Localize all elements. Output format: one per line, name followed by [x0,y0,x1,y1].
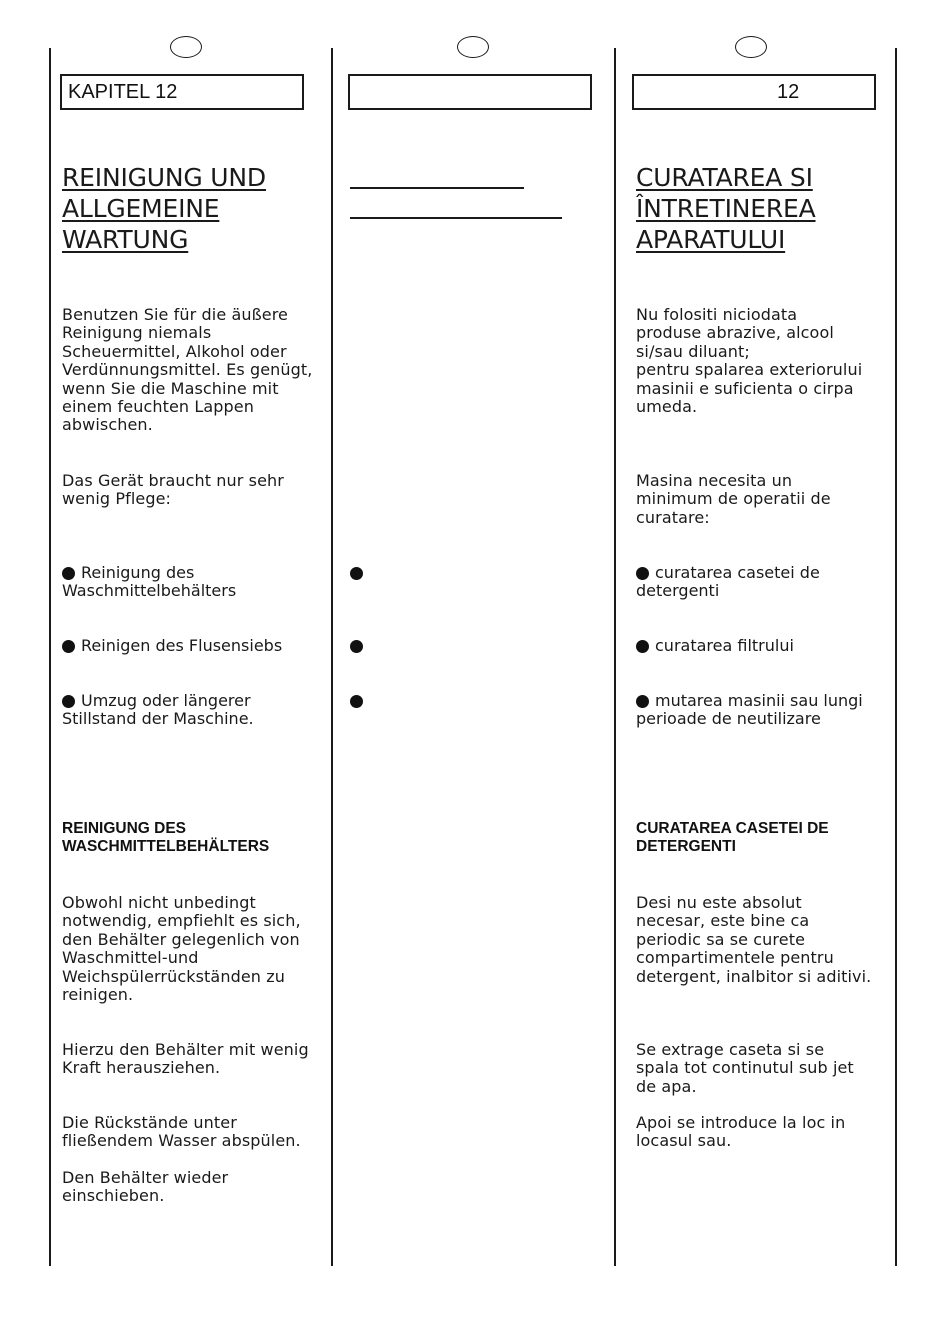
section-title-ro: CURATAREA SI ÎNTRETINEREA APARATULUI [636,163,816,254]
language-marker-ro [735,36,767,58]
column-divider-middle-right [614,48,616,1266]
intro-text-ro: Nu folositi niciodata produse abrazive, alcool si/sau diluant; pentru spalarea exteriorului masinii e suficienta o cirpa umeda. [636,305,863,417]
bullet-text: curatarea casetei de detergenti [636,563,820,601]
chapter-box-de [60,74,304,110]
bullet-text: Reinigen des Flusensiebs [81,636,283,655]
section-title-de: REINIGUNG UND ALLGEMEINE WARTUNG [62,163,266,254]
step-text-de-4: Den Behälter wieder einschieben. [62,1168,229,1206]
title-placeholder-line-2 [350,217,562,219]
column-divider-middle-left [331,48,333,1266]
bullet-dot-icon [350,640,363,653]
step-text-ro-2: Se extrage caseta si se spala tot continutul sub jet de apa. [636,1040,854,1096]
bullet-dot-icon [350,567,363,580]
step-text-ro-1: Desi nu este absolut necesar, este bine ca periodic sa se curete compartimentele pentru detergent, inalbitor si aditivi. [636,893,872,986]
chapter-label-de: KAPITEL 12 [68,81,178,103]
chapter-box-blank [348,74,592,110]
subheading-ro: CURATAREA CASETEI DE DETERGENTI [636,820,829,856]
column-divider-left [49,48,51,1266]
title-placeholder-line-1 [350,187,524,189]
care-text-ro: Masina necesita un minimum de operatii de curatare: [636,471,831,527]
subheading-de: REINIGUNG DES WASCHMITTELBEHÄLTERS [62,820,270,856]
bullet-dot-icon [350,695,363,708]
language-marker-de [170,36,202,58]
chapter-label-ro: 12 [777,81,800,103]
step-text-ro-3: Apoi se introduce la loc in locasul sau. [636,1113,846,1151]
step-text-de-1: Obwohl nicht unbedingt notwendig, empfiehlt es sich, den Behälter gelegenlich von Waschmittel-und Weichspülerrückständen zu reinigen. [62,893,301,1005]
bullet-text: Umzug oder längerer Stillstand der Maschine. [62,691,254,729]
column-divider-right [895,48,897,1266]
intro-text-de: Benutzen Sie für die äußere Reinigung niemals Scheuermittel, Alkohol oder Verdünnungsmittel. Es genügt, wenn Sie die Maschine mit einem feuchten Lappen abwischen. [62,305,313,435]
bullet-text: mutarea masinii sau lungi perioade de neutilizare [636,691,863,729]
language-marker-blank [457,36,489,58]
bullet-text: Reinigung des Waschmittelbehälters [62,563,237,601]
bullet-text: curatarea filtrului [655,636,794,655]
chapter-box-ro [632,74,876,110]
step-text-de-3: Die Rückstände unter fließendem Wasser abspülen. [62,1113,301,1151]
step-text-de-2: Hierzu den Behälter mit wenig Kraft herausziehen. [62,1040,309,1078]
care-text-de: Das Gerät braucht nur sehr wenig Pflege: [62,471,284,509]
